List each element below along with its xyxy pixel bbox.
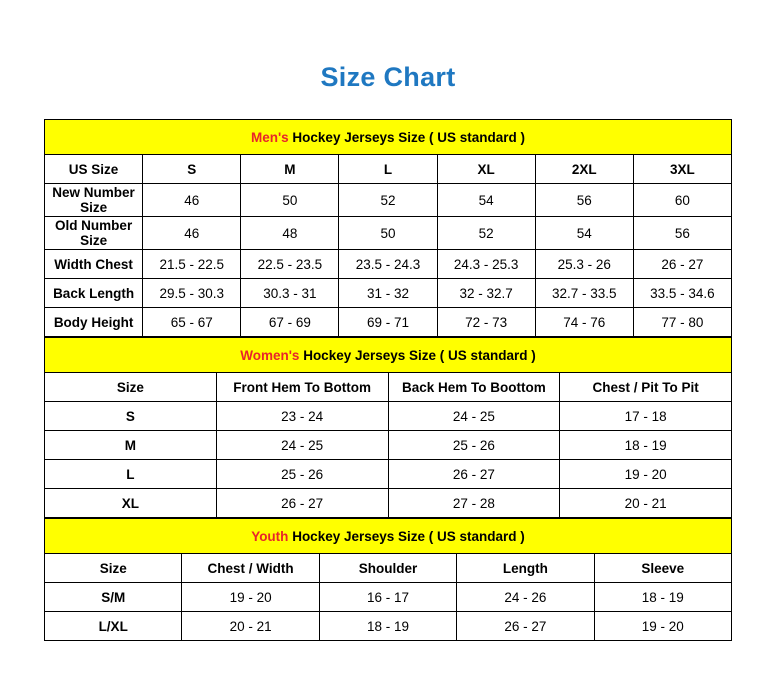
table-cell: 26 - 27 bbox=[633, 250, 731, 279]
table-cell: 24 - 25 bbox=[388, 402, 560, 431]
table-cell: 29.5 - 30.3 bbox=[143, 279, 241, 308]
banner-accent-text: Men's bbox=[250, 129, 289, 145]
table-cell: 24.3 - 25.3 bbox=[437, 250, 535, 279]
table-cell: 23.5 - 24.3 bbox=[339, 250, 437, 279]
table-cell: 25.3 - 26 bbox=[535, 250, 633, 279]
banner-accent-text: Youth bbox=[251, 528, 289, 544]
column-header: US Size bbox=[45, 155, 143, 184]
table-cell: 24 - 26 bbox=[457, 583, 594, 612]
column-header: Chest / Pit To Pit bbox=[560, 373, 732, 402]
row-header: Width Chest bbox=[45, 250, 143, 279]
table-row bbox=[45, 489, 732, 518]
mens-size-table bbox=[44, 119, 732, 337]
column-header: Chest / Width bbox=[182, 554, 319, 583]
row-header: S bbox=[45, 402, 217, 431]
table-cell: 32.7 - 33.5 bbox=[535, 279, 633, 308]
table-cell: 21.5 - 22.5 bbox=[143, 250, 241, 279]
row-header: Body Height bbox=[45, 308, 143, 337]
table-cell: 50 bbox=[241, 184, 339, 217]
row-header: Back Length bbox=[45, 279, 143, 308]
row-header: XL bbox=[45, 489, 217, 518]
table-row bbox=[45, 460, 732, 489]
column-header: Size bbox=[45, 373, 217, 402]
table-cell: 19 - 20 bbox=[182, 583, 319, 612]
table-cell: 24 - 25 bbox=[216, 431, 388, 460]
table-cell: 18 - 19 bbox=[560, 431, 732, 460]
table-cell: 26 - 27 bbox=[457, 612, 594, 641]
column-header: Back Hem To Boottom bbox=[388, 373, 560, 402]
table-cell: 16 - 17 bbox=[319, 583, 456, 612]
table-cell: 22.5 - 23.5 bbox=[241, 250, 339, 279]
table-cell: 60 bbox=[633, 184, 731, 217]
table-row bbox=[45, 431, 732, 460]
table-row bbox=[45, 217, 732, 250]
table-cell: 26 - 27 bbox=[388, 460, 560, 489]
table-row bbox=[45, 308, 732, 337]
table-cell: 23 - 24 bbox=[216, 402, 388, 431]
table-cell: 33.5 - 34.6 bbox=[633, 279, 731, 308]
column-header: 3XL bbox=[633, 155, 731, 184]
table-cell: 26 - 27 bbox=[216, 489, 388, 518]
row-header: New Number Size bbox=[45, 184, 143, 217]
column-header: Size bbox=[45, 554, 182, 583]
column-header: 2XL bbox=[535, 155, 633, 184]
table-cell: 25 - 26 bbox=[388, 431, 560, 460]
table-banner-row bbox=[45, 519, 732, 554]
table-cell: 31 - 32 bbox=[339, 279, 437, 308]
banner-accent-text: Women's bbox=[240, 347, 300, 363]
table-cell: 74 - 76 bbox=[535, 308, 633, 337]
size-chart-tables bbox=[44, 119, 732, 641]
womens-banner bbox=[45, 338, 732, 373]
table-cell: 25 - 26 bbox=[216, 460, 388, 489]
table-cell: 46 bbox=[143, 217, 241, 250]
row-header: M bbox=[45, 431, 217, 460]
column-header: XL bbox=[437, 155, 535, 184]
table-banner-row bbox=[45, 338, 732, 373]
table-cell: 17 - 18 bbox=[560, 402, 732, 431]
table-cell: 18 - 19 bbox=[319, 612, 456, 641]
table-cell: 27 - 28 bbox=[388, 489, 560, 518]
table-cell: 54 bbox=[437, 184, 535, 217]
banner-rest-text: Hockey Jerseys Size ( US standard ) bbox=[288, 129, 526, 145]
table-cell: 77 - 80 bbox=[633, 308, 731, 337]
table-cell: 52 bbox=[437, 217, 535, 250]
table-header-row bbox=[45, 373, 732, 402]
column-header: Shoulder bbox=[319, 554, 456, 583]
table-cell: 18 - 19 bbox=[594, 583, 731, 612]
table-cell: 20 - 21 bbox=[560, 489, 732, 518]
row-header: Old Number Size bbox=[45, 217, 143, 250]
table-header-row bbox=[45, 155, 732, 184]
table-row bbox=[45, 612, 732, 641]
table-cell: 32 - 32.7 bbox=[437, 279, 535, 308]
table-cell: 56 bbox=[633, 217, 731, 250]
table-row bbox=[45, 250, 732, 279]
banner-rest-text: Hockey Jerseys Size ( US standard ) bbox=[288, 528, 525, 544]
table-row bbox=[45, 184, 732, 217]
column-header: Sleeve bbox=[594, 554, 731, 583]
table-header-row bbox=[45, 554, 732, 583]
table-cell: 30.3 - 31 bbox=[241, 279, 339, 308]
table-cell: 54 bbox=[535, 217, 633, 250]
table-cell: 19 - 20 bbox=[594, 612, 731, 641]
table-cell: 56 bbox=[535, 184, 633, 217]
table-cell: 19 - 20 bbox=[560, 460, 732, 489]
page-title: Size Chart bbox=[320, 62, 456, 92]
table-cell: 67 - 69 bbox=[241, 308, 339, 337]
womens-size-table bbox=[44, 337, 732, 518]
table-cell: 50 bbox=[339, 217, 437, 250]
table-cell: 48 bbox=[241, 217, 339, 250]
table-row bbox=[45, 402, 732, 431]
column-header: Front Hem To Bottom bbox=[216, 373, 388, 402]
table-cell: 52 bbox=[339, 184, 437, 217]
row-header: S/M bbox=[45, 583, 182, 612]
table-cell: 20 - 21 bbox=[182, 612, 319, 641]
row-header: L bbox=[45, 460, 217, 489]
table-row bbox=[45, 279, 732, 308]
mens-banner bbox=[45, 120, 732, 155]
column-header: L bbox=[339, 155, 437, 184]
column-header: Length bbox=[457, 554, 594, 583]
column-header: M bbox=[241, 155, 339, 184]
row-header: L/XL bbox=[45, 612, 182, 641]
table-cell: 72 - 73 bbox=[437, 308, 535, 337]
banner-rest-text: Hockey Jerseys Size ( US standard ) bbox=[299, 347, 536, 363]
table-banner-row bbox=[45, 120, 732, 155]
table-row bbox=[45, 583, 732, 612]
youth-size-table bbox=[44, 518, 732, 641]
table-cell: 46 bbox=[143, 184, 241, 217]
table-cell: 65 - 67 bbox=[143, 308, 241, 337]
table-cell: 69 - 71 bbox=[339, 308, 437, 337]
youth-banner bbox=[45, 519, 732, 554]
column-header: S bbox=[143, 155, 241, 184]
